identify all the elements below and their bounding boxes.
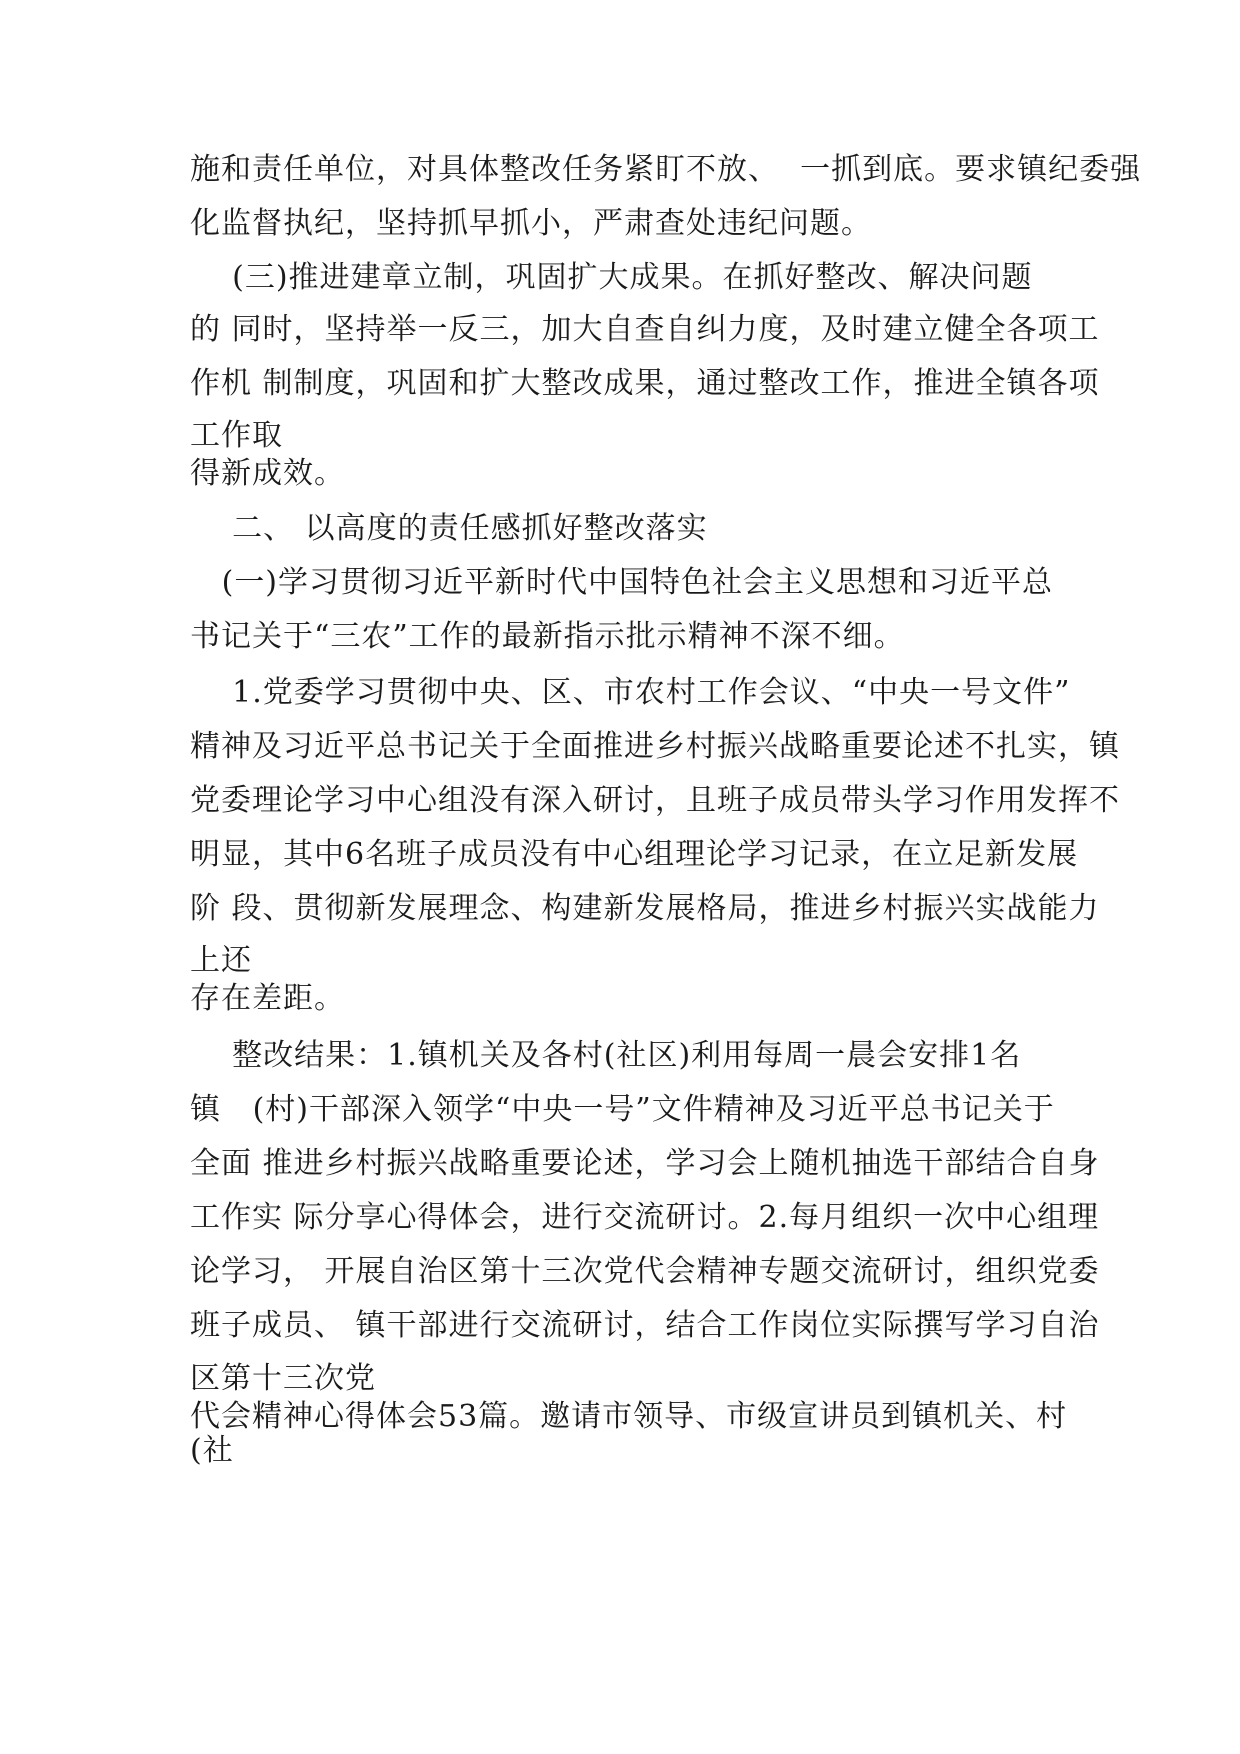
- section-heading: 二、 以高度的责任感抓好整改落实: [190, 511, 708, 546]
- text-line: (一)学习贯彻习近平新时代中国特色社会主义思想和习近平总: [190, 565, 1054, 600]
- text-line: 存在差距。: [190, 981, 345, 1016]
- text-line: 上还: [190, 943, 252, 978]
- text-line: (三)推进建章立制，巩固扩大成果。在抓好整改、解决问题: [190, 260, 1033, 295]
- text-line: 的 同时，坚持举一反三，加大自查自纠力度，及时建立健全各项工: [190, 312, 1100, 347]
- text-line: 党委理论学习中心组没有深入研讨，且班子成员带头学习作用发挥不: [190, 783, 1120, 818]
- text-line: 论学习， 开展自治区第十三次党代会精神专题交流研讨，组织党委: [190, 1254, 1100, 1289]
- text-line: 工作实 际分享心得体会，进行交流研讨。2.每月组织一次中心组理: [190, 1200, 1100, 1235]
- text-line: 化监督执纪，坚持抓早抓小，严肃查处违纪问题。: [190, 206, 872, 241]
- text-line: 代会精神心得体会53篇。邀请市领导、市级宣讲员到镇机关、村: [190, 1399, 1068, 1434]
- text-line: 得新成效。: [190, 456, 345, 491]
- text-line: 镇 (村)干部深入领学“中央一号”文件精神及习近平总书记关于: [190, 1092, 1055, 1127]
- text-line: 区第十三次党: [190, 1361, 376, 1396]
- text-line: 作机 制制度，巩固和扩大整改成果，通过整改工作，推进全镇各项: [190, 366, 1100, 401]
- text-line: 书记关于“三农”工作的最新指示批示精神不深不细。: [190, 619, 905, 654]
- text-line: 施和责任单位，对具体整改任务紧盯不放、 一抓到底。要求镇纪委强: [190, 152, 1142, 187]
- text-line: 阶 段、贯彻新发展理念、构建新发展格局，推进乡村振兴实战能力: [190, 891, 1100, 926]
- text-line: 精神及习近平总书记关于全面推进乡村振兴战略重要论述不扎实，镇: [190, 729, 1120, 764]
- text-line: 明显，其中6名班子成员没有中心组理论学习记录，在立足新发展: [190, 837, 1079, 872]
- text-line: 全面 推进乡村振兴战略重要论述，学习会上随机抽选干部结合自身: [190, 1146, 1100, 1181]
- text-line: 整改结果：1.镇机关及各村(社区)利用每周一晨会安排1名: [190, 1038, 1022, 1073]
- text-line: (社: [190, 1433, 234, 1468]
- text-line: 班子成员、 镇干部进行交流研讨，结合工作岗位实际撰写学习自治: [190, 1308, 1100, 1343]
- text-line: 1.党委学习贯彻中央、区、市农村工作会议、“中央一号文件”: [190, 675, 1071, 710]
- text-line: 工作取: [190, 418, 283, 453]
